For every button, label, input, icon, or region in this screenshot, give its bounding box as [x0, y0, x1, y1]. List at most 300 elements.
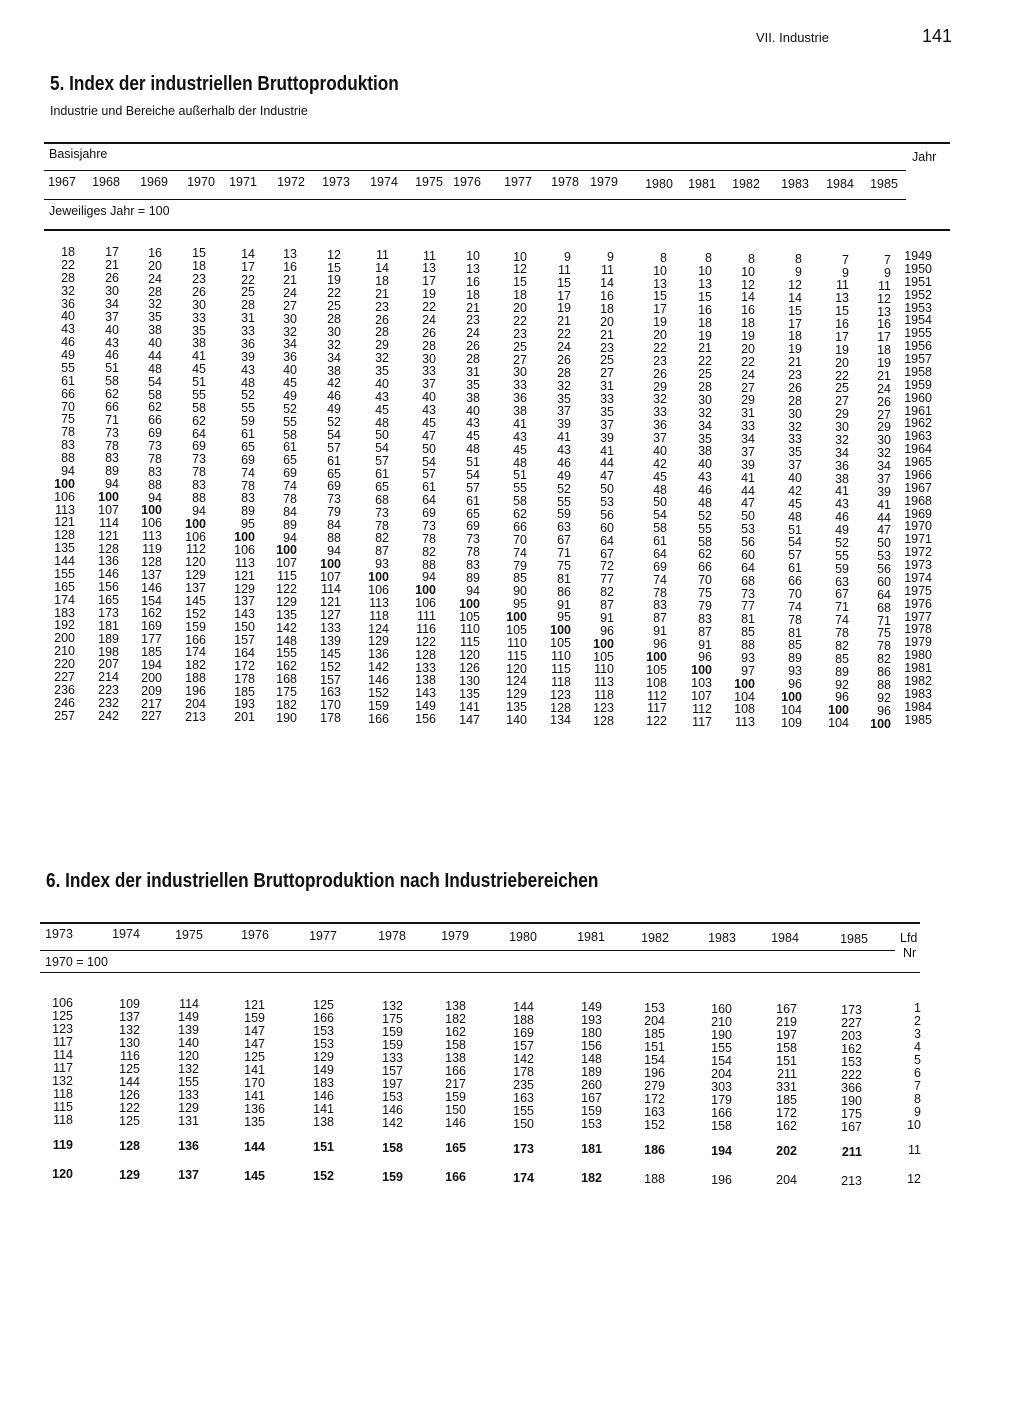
table6-cell: 114 — [179, 997, 199, 1012]
table6-cell: 136 — [178, 1139, 199, 1154]
table6-cell: 151 — [644, 1039, 665, 1054]
table5-cell: 71 — [877, 613, 891, 628]
table6-cell: 158 — [776, 1041, 797, 1056]
table5-cell: 51 — [788, 522, 802, 537]
table6-column-1983 — [688, 1003, 732, 1187]
table5-cell: 82 — [877, 652, 891, 667]
table6-cell: 185 — [644, 1026, 665, 1041]
table6-cell: 126 — [119, 1087, 140, 1102]
table5-cell: 88 — [422, 557, 436, 572]
table5-cell: 45 — [653, 469, 667, 484]
table5-cell: 11 — [836, 278, 849, 293]
table5-cell: 16 — [877, 317, 891, 332]
table6-column-1984 — [753, 1003, 797, 1187]
table5-cell: 129 — [506, 687, 527, 702]
table5-cell: 142 — [368, 660, 389, 675]
table5-cell: 38 — [466, 390, 480, 405]
table5-cell: 96 — [877, 703, 891, 718]
table5-cell: 78 — [241, 478, 255, 493]
table6-column-1973 — [29, 997, 73, 1181]
table5-cell: 85 — [741, 625, 755, 640]
table6-year-label: 1982 — [641, 930, 669, 945]
table5-cell: 140 — [506, 713, 527, 727]
table5-cell: 25 — [327, 299, 341, 314]
table5-cell: 30 — [877, 433, 891, 448]
table5-cell: 21 — [600, 327, 614, 342]
table5-cell: 118 — [594, 688, 614, 703]
table6-cell: 162 — [841, 1041, 862, 1056]
table5-row-year: 1957 — [904, 352, 932, 366]
table5-cell: 169 — [141, 619, 162, 634]
table5-cell: 165 — [54, 579, 75, 594]
table5-cell: 67 — [557, 533, 571, 548]
table5-cell: 148 — [276, 633, 297, 648]
table5-row-year: 1978 — [904, 622, 932, 637]
table5-cell: 56 — [741, 535, 755, 549]
table5-cell: 53 — [877, 549, 891, 564]
table5-cell: 71 — [105, 412, 119, 427]
table5-cell: 44 — [741, 483, 755, 498]
page-number: 141 — [922, 26, 953, 46]
table5-cell: 19 — [557, 301, 571, 316]
table5-cell: 136 — [368, 647, 389, 662]
table5-cell: 24 — [557, 340, 571, 355]
table6-cell: 157 — [513, 1038, 534, 1053]
table6-cell: 158 — [711, 1118, 732, 1133]
table5-row-year: 1949 — [904, 249, 932, 263]
table5-cell: 64 — [877, 587, 891, 602]
table5-cell: 69 — [422, 506, 436, 521]
table5-cell: 122 — [646, 714, 667, 729]
table5-column-1968 — [79, 246, 119, 722]
table5-cell: 177 — [141, 632, 162, 647]
table5-cell: 106 — [185, 529, 206, 544]
table6-cell: 146 — [313, 1089, 334, 1104]
table5-cell: 100 — [141, 503, 162, 518]
table5-cell: 33 — [788, 432, 802, 447]
table5-cell: 32 — [877, 446, 891, 461]
table5-cell: 25 — [513, 339, 527, 354]
table5-cell: 33 — [192, 310, 206, 325]
table5-cell: 139 — [320, 633, 341, 648]
table5-cell: 63 — [557, 520, 571, 535]
table5-cell: 146 — [141, 580, 162, 595]
table5-cell: 15 — [835, 304, 849, 319]
table5-cell: 27 — [513, 352, 527, 367]
table6-nr-label: Nr — [903, 946, 917, 960]
table5-cell: 93 — [375, 557, 389, 572]
table5-cell: 49 — [283, 388, 297, 403]
table5-cell: 47 — [600, 469, 614, 484]
table5-cell: 23 — [466, 313, 480, 328]
table5-cell: 55 — [241, 401, 255, 416]
table5-cell: 100 — [550, 623, 571, 638]
table5-cell: 43 — [241, 362, 255, 377]
table5-cell: 42 — [327, 376, 341, 391]
table5-cell: 52 — [835, 535, 849, 550]
table5-cell: 113 — [735, 715, 755, 730]
table6-column-1978 — [359, 1000, 403, 1184]
table5-cell: 69 — [466, 519, 480, 534]
table5-row-year: 1969 — [904, 506, 932, 521]
table5-row-year: 1958 — [904, 364, 932, 379]
table5-cell: 31 — [741, 406, 755, 421]
table5-cell: 73 — [375, 505, 389, 520]
table6-cell: 203 — [841, 1028, 862, 1043]
table5-cell: 214 — [98, 670, 119, 685]
table6-cell: 172 — [776, 1106, 797, 1121]
base-year-label: 1978 — [551, 175, 579, 189]
table5-subtitle: Industrie und Bereiche außerhalb der Industrie — [50, 104, 308, 118]
table5-cell: 26 — [653, 366, 667, 381]
table5-cell: 61 — [241, 427, 255, 442]
table5-cell: 44 — [877, 510, 891, 525]
table5-cell: 24 — [466, 326, 480, 341]
table5-cell: 83 — [241, 491, 255, 506]
table5-cell: 165 — [98, 593, 119, 608]
table6-cell: 159 — [382, 1169, 403, 1184]
table6-cell: 117 — [53, 1035, 73, 1049]
table5-cell: 7 — [842, 252, 849, 267]
table5-cell: 156 — [415, 712, 436, 727]
table5-cell: 18 — [600, 301, 614, 316]
table5-cell: 45 — [375, 402, 389, 417]
table6-cell: 140 — [178, 1036, 199, 1051]
table5-cell: 200 — [141, 670, 162, 685]
table5-cell: 16 — [148, 245, 162, 260]
table5-column-1982 — [715, 253, 755, 729]
table5-cell: 66 — [148, 413, 162, 428]
table5-cell: 28 — [148, 284, 162, 299]
table5-cell: 73 — [741, 586, 755, 601]
table6-row-number: 10 — [907, 1118, 921, 1132]
table5-cell: 49 — [557, 468, 571, 483]
table6-cell: 167 — [841, 1119, 862, 1134]
table5-cell: 50 — [877, 536, 891, 551]
table6-column-1979 — [422, 1000, 466, 1184]
table6-cell: 188 — [644, 1171, 665, 1186]
table6-cell: 175 — [841, 1106, 862, 1121]
table5-cell: 100 — [646, 649, 667, 664]
table5-cell: 50 — [653, 495, 667, 510]
table6-row-number: 4 — [914, 1040, 921, 1054]
table5-cell: 162 — [276, 659, 297, 674]
table5-cell: 29 — [375, 338, 389, 353]
table5-column-1976 — [440, 250, 480, 726]
table5-cell: 14 — [241, 246, 255, 261]
table6-row-number: 9 — [914, 1105, 921, 1119]
table5-year-label: Jahr — [912, 150, 937, 164]
table5-cell: 145 — [185, 593, 206, 608]
table5-cell: 32 — [557, 378, 571, 393]
table5-cell: 19 — [877, 356, 891, 371]
table5-cell: 18 — [877, 343, 891, 358]
table5-cell: 37 — [422, 377, 436, 392]
table6-cell: 153 — [313, 1037, 334, 1052]
table5-cell: 24 — [877, 381, 891, 396]
table5-cell: 110 — [460, 622, 480, 637]
table5-cell: 135 — [459, 686, 480, 701]
table5-cell: 110 — [594, 662, 614, 677]
table5-cell: 40 — [148, 336, 162, 351]
table5-cell: 84 — [327, 518, 341, 533]
table5-cell: 31 — [241, 311, 255, 326]
table5-row-year: 1972 — [904, 545, 932, 560]
table5-row-year: 1963 — [904, 429, 932, 444]
table5-cell: 100 — [54, 476, 75, 491]
table5-cell: 129 — [276, 594, 297, 609]
table5-cell: 106 — [368, 582, 389, 597]
table5-row-year: 1976 — [904, 596, 932, 611]
table5-cell: 170 — [320, 698, 341, 713]
table5-cell: 72 — [600, 559, 614, 574]
table6-cell: 120 — [178, 1049, 199, 1064]
table5-cell: 19 — [835, 342, 849, 357]
table5-cell: 84 — [283, 504, 297, 519]
table5-cell: 142 — [276, 620, 297, 635]
base-year-label: 1969 — [140, 175, 168, 189]
table5-cell: 156 — [98, 580, 119, 595]
table6-cell: 204 — [711, 1066, 732, 1081]
table5-cell: 120 — [506, 661, 527, 676]
table6-cell: 133 — [178, 1088, 199, 1103]
table5-cell: 43 — [61, 322, 75, 337]
table5-cell: 55 — [698, 521, 712, 536]
table5-column-1977 — [487, 251, 527, 727]
table5-cell: 106 — [415, 596, 436, 611]
table5-cell: 178 — [320, 711, 341, 726]
table5-cell: 200 — [54, 631, 75, 646]
table5-cell: 198 — [98, 644, 119, 659]
table6-cell: 188 — [513, 1012, 534, 1027]
table5-cell: 13 — [835, 291, 849, 306]
table5-cell: 78 — [105, 438, 119, 453]
table5-cell: 159 — [368, 698, 389, 713]
table5-basis-label: Basisjahre — [49, 147, 108, 161]
table5-cell: 52 — [698, 508, 712, 523]
table5-cell: 86 — [877, 665, 891, 680]
table6-cell: 137 — [178, 1168, 199, 1183]
table5-cell: 40 — [698, 457, 712, 472]
base-year-label: 1968 — [92, 175, 120, 189]
table5-cell: 22 — [241, 272, 255, 287]
table6-cell: 182 — [445, 1012, 466, 1027]
table5-cell: 70 — [61, 399, 75, 414]
table5-cell: 134 — [550, 713, 571, 728]
table5-cell: 68 — [741, 573, 755, 588]
table5-cell: 14 — [788, 290, 802, 305]
table5-cell: 92 — [877, 690, 891, 705]
table5-cell: 21 — [698, 341, 712, 356]
table6-cell: 132 — [52, 1074, 73, 1088]
table5-cell: 16 — [600, 289, 614, 304]
table5-cell: 30 — [698, 392, 712, 407]
table5-cell: 56 — [600, 507, 614, 522]
table5-cell: 188 — [185, 671, 206, 686]
table5-cell: 115 — [460, 635, 480, 650]
table6-cell: 279 — [644, 1078, 665, 1093]
table5-cell: 110 — [507, 635, 527, 650]
table5-cell: 43 — [422, 403, 436, 418]
table6-cell: 135 — [244, 1114, 265, 1129]
table5-cell: 182 — [276, 697, 297, 712]
table5-cell: 174 — [185, 645, 206, 660]
table5-cell: 44 — [600, 456, 614, 471]
table5-cell: 121 — [98, 528, 119, 543]
table5-cell: 26 — [105, 271, 119, 286]
table6-row-number: 2 — [914, 1014, 921, 1028]
table5-cell: 159 — [185, 619, 206, 634]
table5-cell: 128 — [98, 541, 119, 556]
table5-cell: 50 — [375, 428, 389, 443]
base-year-label: 1973 — [322, 175, 350, 189]
table6-cell: 141 — [313, 1102, 334, 1117]
table5-cell: 48 — [241, 375, 255, 390]
table5-cell: 26 — [788, 380, 802, 395]
table5-cell: 11 — [601, 263, 614, 278]
base-year-label: 1979 — [590, 175, 618, 189]
table6-cell: 132 — [382, 998, 403, 1013]
table5-cell: 32 — [653, 392, 667, 407]
table5-cell: 62 — [148, 400, 162, 415]
table6-cell: 125 — [244, 1049, 265, 1064]
table6-cell: 153 — [841, 1054, 862, 1069]
table5-cell: 57 — [327, 440, 341, 455]
table5-cell: 60 — [600, 520, 614, 535]
table6-year-label: 1985 — [840, 931, 868, 946]
table5-cell: 54 — [466, 467, 480, 482]
table6-cell: 211 — [777, 1067, 797, 1082]
table6-cell: 149 — [178, 1010, 199, 1025]
table5-cell: 58 — [698, 534, 712, 549]
table5-cell: 29 — [835, 407, 849, 422]
table5-cell: 181 — [98, 618, 119, 633]
table5-cell: 66 — [105, 399, 119, 414]
table5-cell: 77 — [741, 599, 755, 614]
table5-cell: 34 — [835, 445, 849, 460]
table5-cell: 20 — [513, 301, 527, 315]
table6-column-1981 — [558, 1001, 602, 1185]
table5-cell: 22 — [653, 340, 667, 355]
table5-cell: 39 — [241, 349, 255, 364]
table6-cell: 165 — [445, 1141, 466, 1156]
table5-cell: 25 — [241, 285, 255, 300]
table5-cell: 10 — [513, 249, 527, 264]
table5-cell: 94 — [148, 490, 162, 505]
table5-cell: 61 — [375, 467, 389, 482]
table5-cell: 155 — [54, 566, 75, 581]
table5-cell: 70 — [513, 532, 527, 547]
table5-cell: 37 — [105, 309, 119, 324]
table5-cell: 32 — [788, 419, 802, 434]
table5-cell: 54 — [327, 427, 341, 442]
table6-cell: 142 — [513, 1051, 534, 1066]
table6-column-1976 — [221, 999, 265, 1183]
table6-cell: 159 — [382, 1037, 403, 1052]
table5-cell: 30 — [192, 297, 206, 312]
table5-cell: 74 — [835, 613, 849, 628]
table5-cell: 78 — [148, 451, 162, 466]
table6-cell: 172 — [644, 1091, 665, 1106]
table5-cell: 143 — [234, 607, 255, 622]
table5-cell: 62 — [192, 413, 206, 428]
table6-year-label: 1975 — [175, 927, 203, 942]
table5-cell: 36 — [61, 296, 75, 311]
table6-row-number: 11 — [908, 1143, 921, 1157]
table5-cell: 96 — [653, 637, 667, 652]
table5-cell: 78 — [466, 545, 480, 560]
table5-cell: 111 — [416, 609, 436, 624]
table5-cell: 47 — [877, 523, 891, 538]
table5-cell: 10 — [698, 264, 712, 279]
table5-cell: 32 — [327, 337, 341, 352]
table5-row-year: 1975 — [904, 583, 932, 598]
table5-row-year: 1977 — [904, 609, 932, 624]
table5-cell: 66 — [513, 519, 527, 534]
table5-cell: 45 — [788, 496, 802, 511]
table5-cell: 30 — [788, 406, 802, 421]
table5-cell: 86 — [557, 584, 571, 599]
table5-cell: 33 — [600, 392, 614, 407]
table5-cell: 50 — [741, 509, 755, 524]
table5-cell: 162 — [141, 606, 162, 621]
table5-cell: 62 — [513, 507, 527, 521]
table6-row-number: 5 — [914, 1053, 921, 1067]
table6-row-number: 7 — [914, 1079, 921, 1093]
table5-cell: 58 — [283, 427, 297, 442]
table5-cell: 52 — [241, 388, 255, 403]
table5-cell: 18 — [466, 287, 480, 302]
table6-cell: 149 — [581, 1000, 602, 1015]
table5-cell: 37 — [653, 431, 667, 446]
table5-cell: 28 — [61, 270, 75, 285]
table5-cell: 51 — [105, 361, 119, 376]
table5-cell: 75 — [61, 412, 75, 427]
table5-cell: 47 — [422, 428, 436, 443]
table5-cell: 45 — [466, 429, 480, 444]
table6-year-label: 1980 — [509, 929, 537, 944]
table5-cell: 42 — [788, 483, 802, 498]
table5-cell: 130 — [459, 673, 480, 688]
table6-unit-label: 1970 = 100 — [45, 955, 108, 969]
table5-cell: 52 — [327, 415, 341, 430]
table5-cell: 43 — [557, 443, 571, 458]
table5-cell: 41 — [192, 349, 206, 364]
table5-cell: 79 — [698, 598, 712, 613]
table5-header-rule — [44, 199, 906, 200]
table5-cell: 15 — [557, 275, 571, 290]
table5-cell: 201 — [234, 710, 255, 725]
table5-cell: 135 — [54, 541, 75, 556]
table5-cell: 28 — [241, 298, 255, 313]
table6-cell: 129 — [313, 1050, 334, 1065]
table6-cell: 331 — [776, 1080, 797, 1095]
table5-cell: 89 — [835, 664, 849, 679]
table5-cell: 69 — [327, 479, 341, 494]
table6-header-rule — [40, 950, 895, 951]
table5-cell: 81 — [788, 625, 802, 640]
table6-cell: 144 — [119, 1074, 140, 1089]
table6-cell: 159 — [244, 1010, 265, 1025]
table5-cell: 107 — [691, 689, 712, 704]
table5-cell: 100 — [506, 610, 527, 624]
table5-cell: 88 — [192, 490, 206, 505]
table6-cell: 118 — [53, 1113, 73, 1127]
table5-cell: 22 — [698, 354, 712, 369]
table5-cell: 69 — [192, 439, 206, 454]
table5-cell: 77 — [600, 572, 614, 587]
table5-cell: 100 — [828, 703, 849, 718]
